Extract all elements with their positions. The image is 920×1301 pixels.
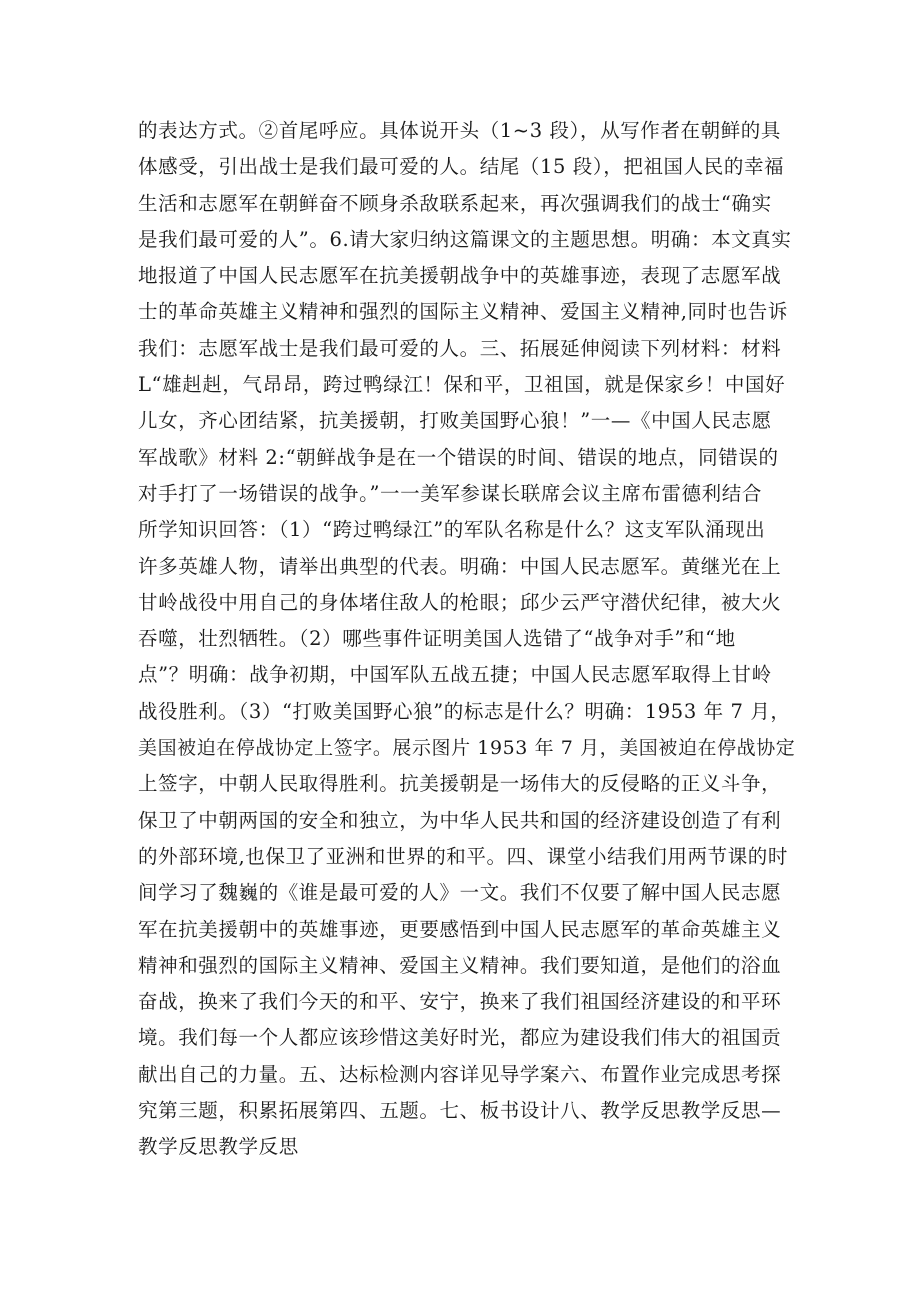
text-line: 美国被迫在停战协定上签字。展示图片 1953 年 7 月，美国被迫在停战协定 (138, 737, 796, 760)
text-line: 点”？明确：战争初期，中国军队五战五捷；中国人民志愿军取得上甘岭 (138, 663, 772, 687)
text-line: 间学习了魏巍的《谁是最可爱的人》一文。我们不仅要了解中国人民志愿 (138, 881, 782, 905)
text-line: 献出自己的力量。五、达标检测内容详见导学案六、布置作业完成思考探 (138, 1062, 782, 1086)
text-line: 士的革命英雄主义精神和强烈的国际主义精神、爱国主义精神,同时也告诉 (138, 300, 788, 324)
text-line: 吞噬，壮烈牺牲。（2）哪些事件证明美国人选错了“战争对手”和“地 (138, 627, 736, 651)
text-line: 许多英雄人物，请举出典型的代表。明确：中国人民志愿军。黄继光在上 (138, 554, 782, 578)
text-line: 教学反思教学反思 (138, 1135, 299, 1159)
text-line: 的外部环境,也保卫了亚洲和世界的和平。四、课堂小结我们用两节课的时 (138, 844, 788, 868)
text-line: 军战歌》材料 2:“朝鲜战争是在一个错误的时间、错误的地点，同错误的 (138, 445, 779, 469)
text-line: 究第三题，积累拓展第四、五题。七、板书设计八、教学反思教学反思— (138, 1099, 782, 1123)
text-line: 对手打了一场错误的战争。”一一美军参谋长联席会议主席布雷德利结合 (138, 481, 762, 505)
text-line: L“雄赳赳，气昂昂，跨过鸭绿江！保和平，卫祖国，就是保家乡！中国好 (138, 373, 786, 397)
text-line: 儿女，齐心团结紧，抗美援朝，打败美国野心狼！”一—《中国人民志愿 (138, 409, 772, 433)
text-line: 境。我们每一个人都应该珍惜这美好时光，都应为建设我们伟大的祖国贡 (138, 1026, 782, 1050)
text-line: 军在抗美援朝中的英雄事迹，更要感悟到中国人民志愿军的革命英雄主义 (138, 917, 782, 941)
text-line: 是我们最可爱的人”。6.请大家归纳这篇课文的主题思想。明确：本文真实 (138, 227, 792, 251)
text-line: 体感受，引出战士是我们最可爱的人。结尾（15 段），把祖国人民的幸福 (138, 155, 785, 179)
text-line: 我们：志愿军战士是我们最可爱的人。三、拓展延伸阅读下列材料：材料 (138, 336, 782, 360)
text-line: 上签字，中朝人民取得胜利。抗美援朝是一场伟大的反侵略的正义斗争， (138, 772, 782, 796)
text-line: 所学知识回答：（1）“跨过鸭绿江”的军队名称是什么？这支军队涌现出 (138, 518, 766, 542)
text-line: 奋战，换来了我们今天的和平、安宁，换来了我们祖国经济建设的和平环 (138, 990, 782, 1014)
text-line: 的表达方式。②首尾呼应。具体说开头（1~3 段），从写作者在朝鲜的具 (138, 119, 782, 142)
text-line: 精神和强烈的国际主义精神、爱国主义精神。我们要知道，是他们的浴血 (138, 953, 782, 977)
body-text (138, 113, 798, 1166)
text-line: 战役胜利。（3）“打败美国野心狼”的标志是什么？明确：1953 年 7 月， (138, 699, 791, 723)
text-line: 地报道了中国人民志愿军在抗美援朝战争中的英雄事迹，表现了志愿军战 (138, 264, 782, 288)
text-line: 保卫了中朝两国的安全和独立，为中华人民共和国的经济建设创造了有利 (138, 808, 782, 832)
text-line: 生活和志愿军在朝鲜奋不顾身杀敌联系起来，再次强调我们的战士“确实 (138, 191, 772, 215)
text-line: 甘岭战役中用自己的身体堵住敌人的枪眼；邱少云严守潜伏纪律，被大火 (138, 590, 782, 614)
